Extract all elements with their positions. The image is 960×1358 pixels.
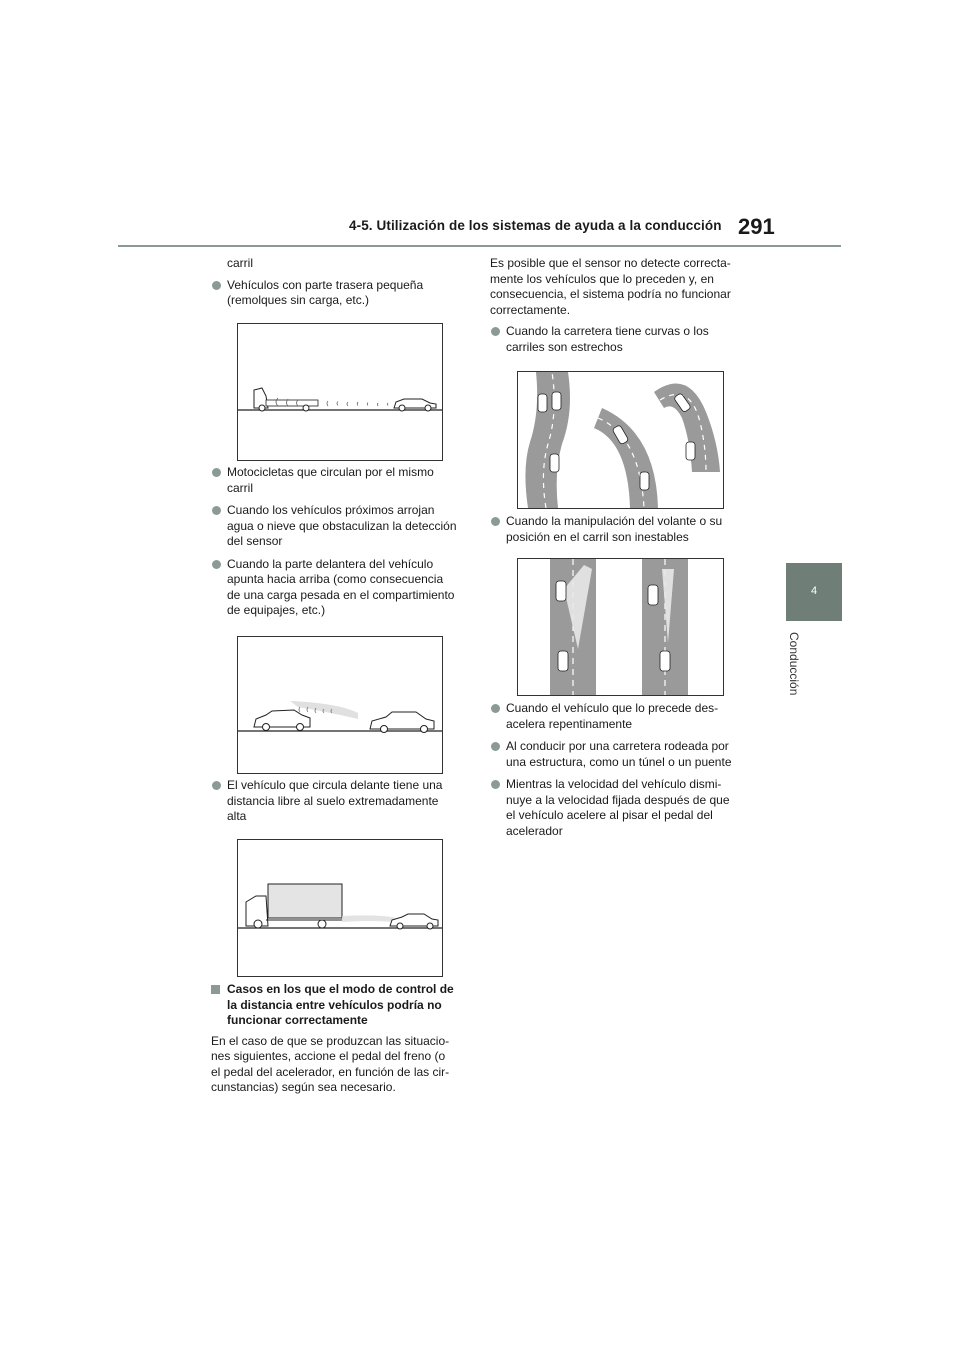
- list-item-line: carriles son estrechos: [506, 339, 623, 354]
- list-item-line: Cuando la manipulación del volante o su: [506, 514, 723, 528]
- paragraph-line: En el caso de que se produzcan las situacio-: [211, 1033, 450, 1048]
- list-item: [490, 324, 760, 355]
- list-item-line: posición en el carril son inestables: [506, 529, 689, 544]
- left-text-block-1: [211, 256, 471, 309]
- paragraph-line: consecuencia, el sistema podría no funcionar: [490, 287, 731, 301]
- carril-continuation: carril: [227, 256, 253, 270]
- chapter-label-text: Conducción: [787, 632, 801, 696]
- bullet-icon: [491, 517, 500, 526]
- list-item-line: Al conducir por una carretera rodeada por: [506, 739, 729, 753]
- paragraph-line: correctamente.: [490, 302, 571, 317]
- list-item-line: Cuando la parte delantera del vehículo: [227, 556, 434, 571]
- list-item: [211, 557, 471, 619]
- paragraph-line: nes siguientes, accione el pedal del freno (o: [211, 1049, 446, 1063]
- list-item-line: apunta hacia arriba (como consecuencia: [227, 572, 444, 586]
- list-item: [490, 514, 760, 545]
- list-item-line: (remolques sin carga, etc.): [227, 293, 370, 307]
- bullet-icon: [212, 281, 221, 290]
- heading-line: la distancia entre vehículos podría no: [227, 997, 442, 1012]
- bullet-icon: [491, 704, 500, 713]
- page-number: 291: [738, 214, 775, 239]
- right-text-block-3: [490, 701, 760, 839]
- bullet-icon: [212, 560, 221, 569]
- list-item-line: el vehículo acelere al pisar el pedal del: [506, 808, 713, 822]
- list-item-line: Motocicletas que circulan por el mismo: [227, 465, 434, 479]
- list-item-line: de una carga pesada en el compartimiento: [227, 587, 455, 602]
- paragraph-line: mente los vehículos que lo preceden y, en: [490, 271, 714, 286]
- list-item-line: una estructura, como un túnel o un puente: [506, 754, 732, 769]
- illustration-unstable-steering: [517, 558, 724, 696]
- list-item: [490, 701, 760, 732]
- list-item-line: Cuando los vehículos próximos arrojan: [227, 503, 435, 517]
- list-item-line: Vehículos con parte trasera pequeña: [227, 277, 424, 292]
- list-item-line: nuye a la velocidad fijada después de que: [506, 792, 730, 807]
- right-text-block-1: [490, 256, 760, 355]
- left-text-block-2: [211, 465, 471, 619]
- list-item-line: de equipajes, etc.): [227, 603, 326, 617]
- list-item: [490, 777, 760, 839]
- list-item: [490, 739, 760, 770]
- paragraph-line: cunstancias) según sea necesario.: [211, 1080, 396, 1094]
- list-item-line: Cuando la carretera tiene curvas o los: [506, 324, 709, 338]
- list-item: [211, 465, 471, 496]
- list-item-line: del sensor: [227, 534, 283, 548]
- subsection-heading: [211, 982, 471, 1029]
- heading-line: funcionar correctamente: [227, 1013, 368, 1027]
- list-item-line: alta: [227, 809, 247, 823]
- illustration-high-clearance-truck: [237, 839, 443, 977]
- bullet-icon: [491, 327, 500, 336]
- list-item: [211, 503, 471, 550]
- intro-paragraph: [490, 256, 760, 318]
- chapter-number: 4: [810, 585, 818, 597]
- bullet-icon: [212, 781, 221, 790]
- illustration-small-rear-trailer: [237, 323, 443, 461]
- bullet-icon: [212, 468, 221, 477]
- illustration-curved-roads: [517, 371, 724, 509]
- list-item-line: Cuando el vehículo que lo precede des-: [506, 701, 719, 715]
- list-item-line: carril: [227, 480, 253, 495]
- unstable-diagram: [518, 559, 723, 695]
- list-item-line: distancia libre al suelo extremadamente: [227, 793, 439, 808]
- bullet-icon: [491, 742, 500, 751]
- illustration-vehicle-nose-up: [237, 636, 443, 774]
- section-title: 4-5. Utilización de los sistemas de ayuda a la conducción: [349, 218, 722, 233]
- header-divider: [118, 245, 841, 247]
- list-item-line: Mientras la velocidad del vehículo dismi-: [506, 777, 722, 791]
- curves-diagram: [518, 372, 723, 508]
- list-item: [211, 278, 471, 309]
- paragraph-line: el pedal del acelerador, en función de las cir-: [211, 1064, 450, 1079]
- right-text-block-2: [490, 514, 760, 545]
- trailer-diagram: [238, 324, 442, 460]
- list-item: [211, 778, 471, 825]
- heading-square-icon: [211, 985, 220, 994]
- nose-up-diagram: [238, 637, 442, 773]
- bullet-icon: [212, 506, 221, 515]
- list-item-line: acelera repentinamente: [506, 716, 633, 731]
- chapter-label: [787, 632, 801, 712]
- list-item-line: El vehículo que circula delante tiene una: [227, 778, 443, 792]
- list-item-line: agua o nieve que obstaculizan la detección: [227, 518, 457, 533]
- high-clearance-diagram: [238, 840, 442, 976]
- left-text-block-4: [211, 982, 471, 1096]
- list-item-line: acelerador: [506, 823, 563, 838]
- heading-line: Casos en los que el modo de control de: [227, 982, 454, 996]
- paragraph: [211, 1034, 471, 1096]
- bullet-icon: [491, 780, 500, 789]
- paragraph-line: Es posible que el sensor no detecte correcta-: [490, 256, 731, 270]
- left-text-block-3: [211, 778, 471, 825]
- chapter-tab[interactable]: [786, 563, 842, 621]
